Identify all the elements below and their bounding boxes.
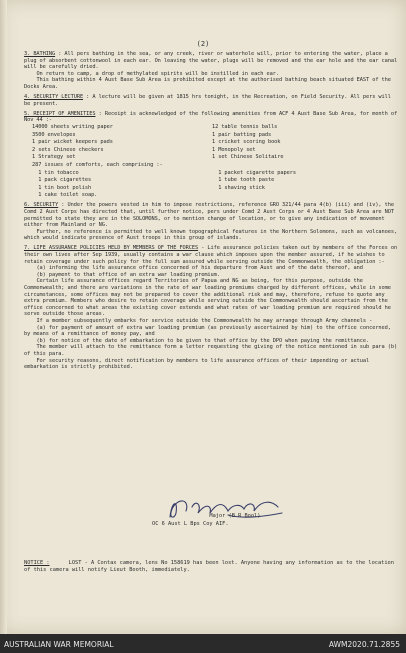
list-item: 1 tin boot polish 1 shaving stick (32, 184, 265, 191)
list-item: 2 sets Chinese checkers 1 Monopoly set (32, 146, 256, 153)
paragraph-heading: 4. SECURITY LECTURE (24, 94, 84, 101)
amenities-list (32, 124, 398, 199)
paragraph-text: : A lecture will be given at 1815 hrs tonight, in the Recreation, on Field Security. All pers will be present. (24, 94, 394, 107)
paragraph-text: : Receipt is acknowledged of the following amenities from ACF 4 Aust Base Sub Area, for month of Nov 44 :- (24, 110, 401, 124)
paragraph-heading: 5. RECEIPT OF AMENITIES (24, 110, 96, 117)
list-item: 1 Strategy set 1 set Chinese Solitaire (32, 154, 284, 161)
list-item: 1 pair wicket keepers pads 1 cricket scoring book (32, 139, 281, 146)
paragraph-heading: 3. BATHING (24, 51, 56, 57)
list-item: 1 cake toilet soap. (32, 192, 98, 199)
page-number: (2) (196, 40, 210, 48)
archive-name: AUSTRALIAN WAR MEMORIAL (4, 640, 114, 649)
notice-text: LOST - A Contax camera, lens No 158619 has been lost. Anyone having any information as to the location of this camera will notify Lieut Booth, immediately. (24, 560, 398, 573)
paragraph-bathing (24, 51, 398, 91)
signature-name: Major (B R Bool) (152, 513, 261, 519)
notice-paragraph (24, 560, 398, 573)
document-body (24, 51, 401, 374)
notice-heading: NOTICE : (24, 560, 50, 566)
paragraph-text: - Life assurance policies taken out by members of the Forces on their own lives after Sep 1939, usually contains a war clause which imposes upon the member assured, if he wishes to retain coverage under such policy for the full sum assured while serving outside the Commonwealth, the obligation :- (a) informing the life assurance office concerned of his departure from Aust and of the date thereof, and (b) payment to that office of an extra war loading premium. Certain life assurance offices regard Territories of Papua and NG as being, for this purpose, outside the Commonwealth; and there are variations in the rate of war loading premiums charged by different offices, while in some circumstances, some offices may not be prepared to cover the additional risk and may, therefore, refuse to quote any extra premium. Members who desire to retain coverage while serving outside the Commonwealth should ascertain from the office concerned to what areas the existing cover extends and what rates of war loading premium are required should he serve outside those areas. If a member subsequently embarks for service outside the Commonwealth he may arrange through Army channels - (a) for payment of amount of extra war loading premium (as previously ascertained by him) to the office concerned, by means of a remittance of money pay, and (b) for notice of the date of embarkation to be given to that office by the DPO when paying the remittance. The member will attach to the remittance form a letter requesting the giving of the notice mentioned in sub para (b) of this para. For security reasons, direct notification by members to life assurance offices of their impending or actual embarkation is strictly prohibited. (24, 245, 398, 371)
paragraph-text: : All pers bathing in the sea, or any creek, river or waterhole will, prior to entering the water, place a plug of absorbent cottonwool in each ear. On leaving the water, plugs will be removed and the ear hole and the ear canal will be carefully dried. On return to camp, a drop of methylated spirits will be instilled in each ear. This bathing within 4 Aust Base Sub Area is prohibited except at the authorised bathing beach situated EAST of the Docks Area. (24, 51, 398, 90)
paragraph-heading: 7. LIFE ASSURANCE POLICIES HELD BY MEMBERS OF THE FORCES (24, 245, 199, 252)
list-item: 1 pack cigarettes 1 tube tooth paste (32, 177, 275, 184)
archive-footer (0, 634, 406, 653)
list-item: 287 issues of comforts, each comprising :- (32, 161, 163, 168)
list-item: 1 tin tobacco 1 packet cigarette papers (32, 169, 296, 176)
signature-unit: OC 6 Aust L Bps Coy AIF. (152, 521, 229, 527)
paragraph-heading: 6. SECURITY (24, 202, 59, 209)
paragraph-amenities (24, 110, 401, 124)
archive-reference: AWM2020.71.2855 (328, 640, 400, 649)
paragraph-security (24, 202, 398, 242)
paragraph-security-lecture (24, 94, 398, 107)
list-item: 3500 envelopes 1 pair batting pads (32, 131, 272, 138)
list-item: 14000 sheets writing paper 12 table tennis balls (32, 123, 278, 130)
paragraph-life-assurance (24, 245, 398, 370)
paragraph-text: : Under the powers vested in him to impose restrictions, reference GRO 321/44 para 4(b) (iii) and (iv), the Comd 2 Aust Corps has directed that, until further notice, pers under Comd 2 Aust Corps or 4 Aust Base Sub Area are NOT permitted to state they are in the SOLOMONS, or to mention change of location, or to give any indication of movement either from Mainland or NG. Further, no reference is permitted to well known topographical features in the Northern Solomons, such as volcanoes, which would indicate presence of Aust troops in this group of islands. (24, 202, 398, 242)
